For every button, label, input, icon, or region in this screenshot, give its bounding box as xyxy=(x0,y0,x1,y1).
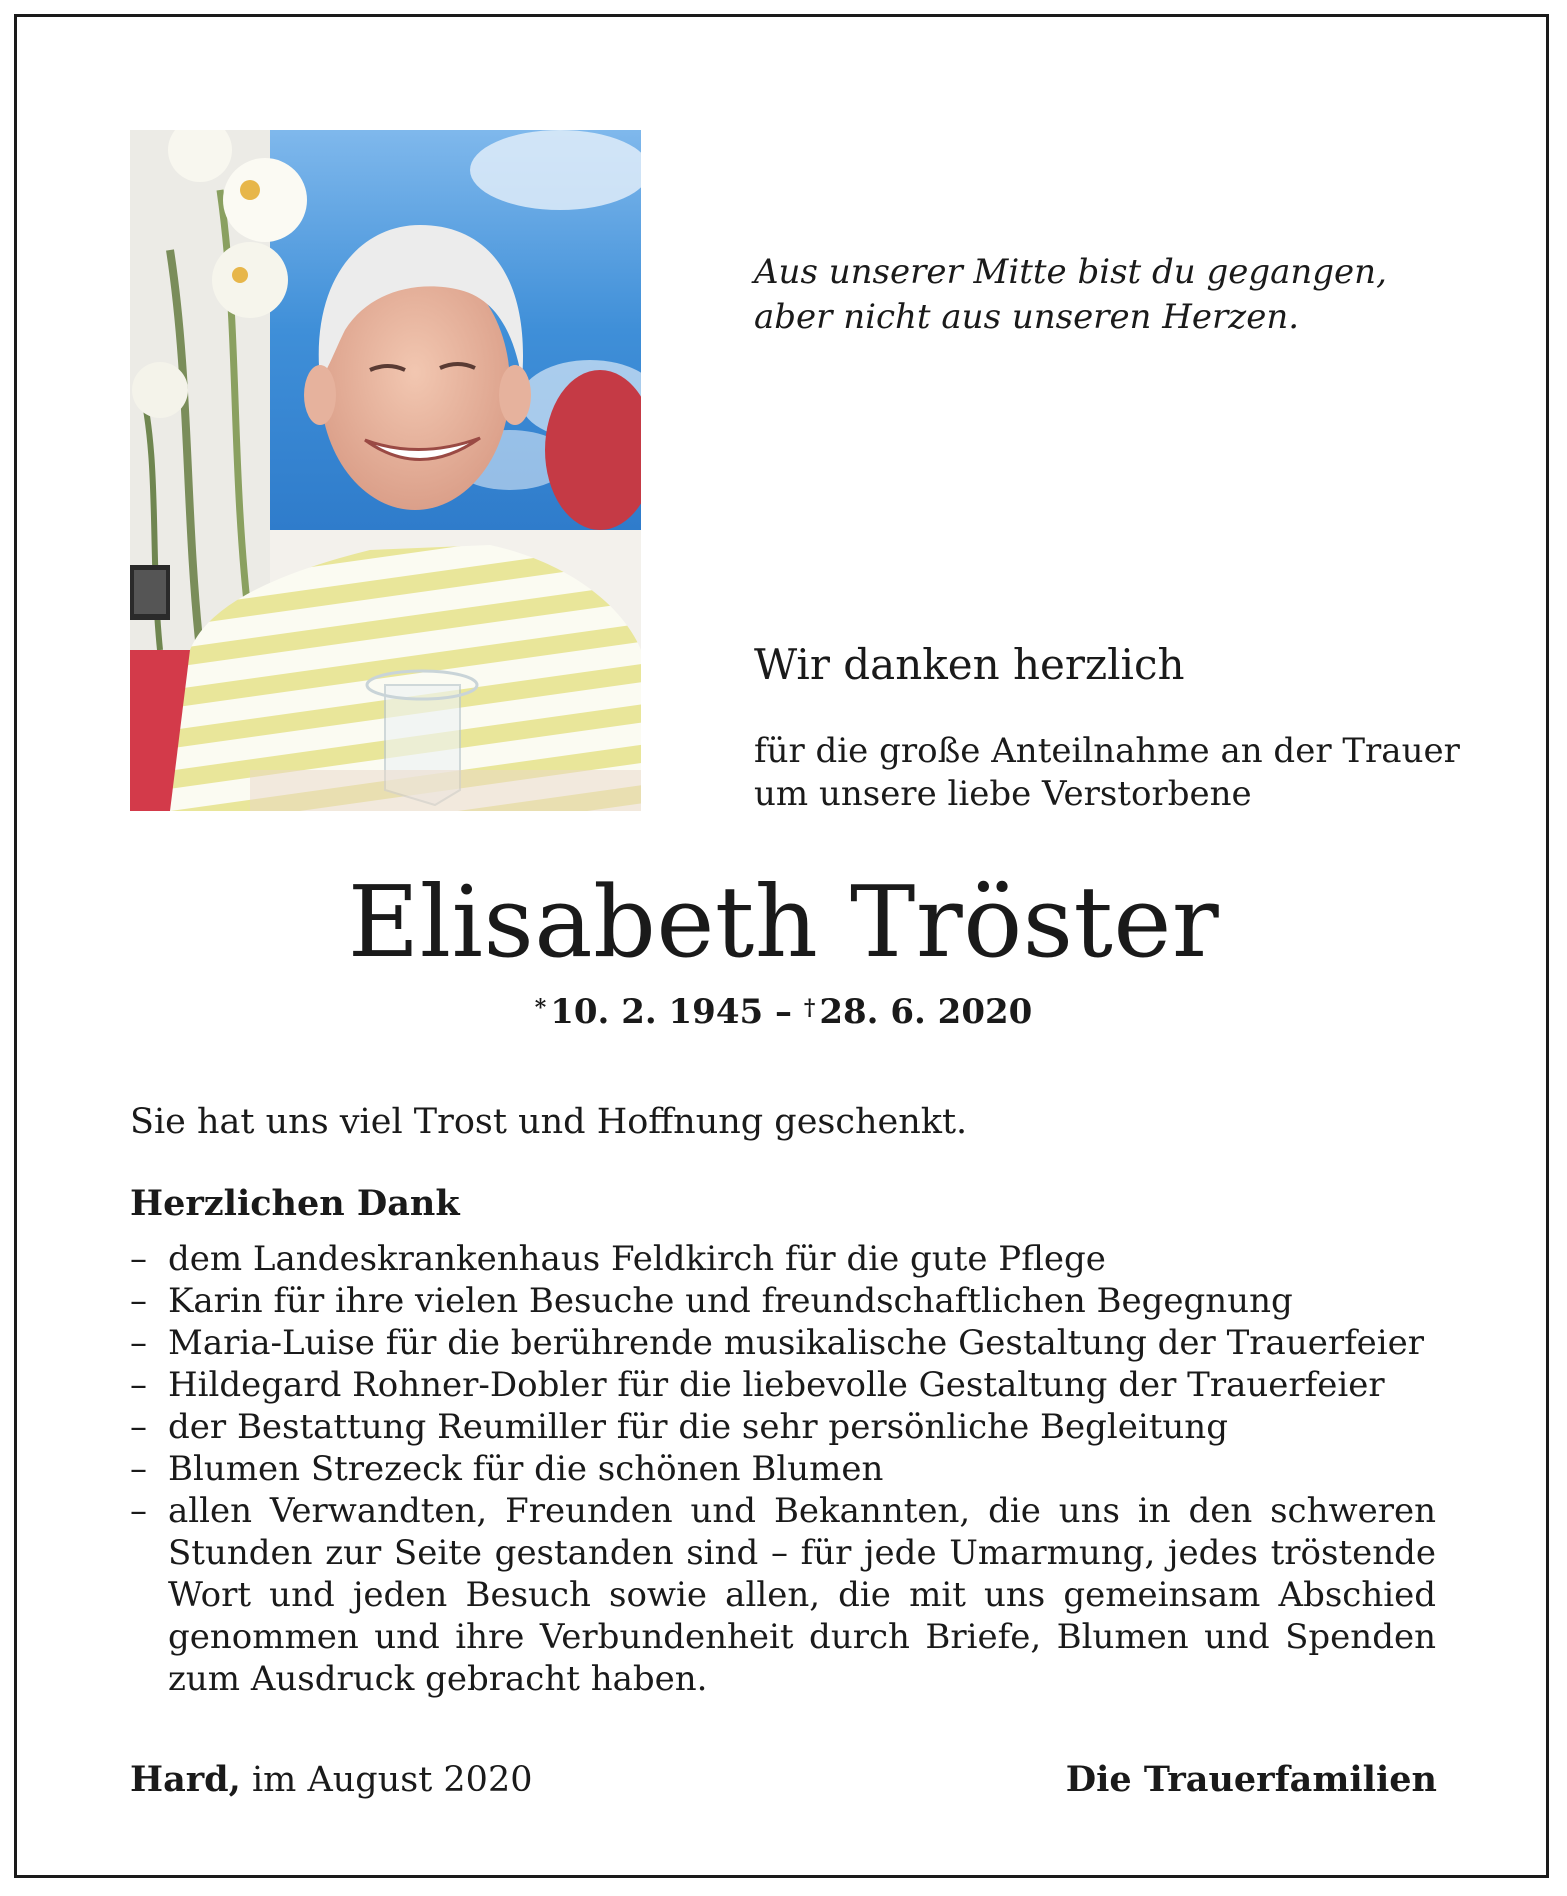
death-date: 28. 6. 2020 xyxy=(819,992,1033,1032)
quote-line-1: Aus unserer Mitte bist du gegangen, xyxy=(754,252,1387,292)
thanks-subtitle-line-1: für die große Anteilnahme an der Trauer xyxy=(754,731,1460,771)
list-item xyxy=(130,1280,1436,1322)
list-dash: – xyxy=(130,1365,147,1405)
place: Hard, xyxy=(130,1759,241,1800)
date-separator: – xyxy=(775,992,792,1032)
list-dash: – xyxy=(130,1281,147,1321)
quote-line-2: aber nicht aus unseren Herzen. xyxy=(754,297,1300,337)
list-item-text: dem Landeskrankenhaus Feldkirch für die gute Pflege xyxy=(168,1239,1106,1279)
thanks-subtitle xyxy=(754,730,1474,816)
birth-symbol: * xyxy=(534,995,547,1021)
death-symbol: † xyxy=(803,995,816,1021)
footer-date: im August 2020 xyxy=(240,1760,533,1800)
list-item-text: Maria-Luise für die berührende musikalische Gestaltung der Trauerfeier xyxy=(168,1323,1425,1363)
memorial-quote xyxy=(754,250,1454,340)
dank-list xyxy=(130,1238,1436,1700)
list-item xyxy=(130,1238,1436,1280)
list-dash: – xyxy=(130,1449,147,1489)
list-item xyxy=(130,1490,1436,1700)
list-dash: – xyxy=(130,1323,147,1363)
signature: Die Trauerfamilien xyxy=(1065,1759,1437,1800)
list-item xyxy=(130,1448,1436,1490)
life-dates xyxy=(0,990,1567,1034)
list-dash: – xyxy=(130,1407,147,1447)
portrait-photo xyxy=(130,130,641,811)
place-and-date xyxy=(130,1758,532,1802)
list-dash: – xyxy=(130,1491,147,1531)
list-item xyxy=(130,1322,1436,1364)
trost-line: Sie hat uns viel Trost und Hoffnung geschenkt. xyxy=(130,1102,968,1142)
birth-date: 10. 2. 1945 xyxy=(550,992,764,1032)
list-item-text: Karin für ihre vielen Besuche und freundschaftlichen Begegnung xyxy=(168,1281,1293,1321)
list-item-text: der Bestattung Reumiller für die sehr persönliche Begleitung xyxy=(168,1407,1228,1447)
list-item-text: Blumen Strezeck für die schönen Blumen xyxy=(168,1449,884,1489)
list-item-text: allen Verwandten, Freunden und Bekannten, die uns in den schweren Stunden zur Seite gestanden sind – für jede Umarmung, jedes tröstende Wort und jeden Besuch sowie allen, die mit uns gemeinsam Abschied genommen und ihre Verbundenheit durch Briefe, Blumen und Spenden zum Ausdruck gebracht haben. xyxy=(168,1491,1436,1699)
thanks-title: Wir danken herzlich xyxy=(754,640,1185,689)
thanks-subtitle-line-2: um unsere liebe Verstorbene xyxy=(754,774,1252,814)
list-dash: – xyxy=(130,1239,147,1279)
deceased-name: Elisabeth Tröster xyxy=(347,866,1220,980)
list-item xyxy=(130,1406,1436,1448)
list-item-text: Hildegard Rohner-Dobler für die liebevolle Gestaltung der Trauerfeier xyxy=(168,1365,1385,1405)
dank-heading: Herzlichen Dank xyxy=(130,1183,460,1224)
list-item xyxy=(130,1364,1436,1406)
